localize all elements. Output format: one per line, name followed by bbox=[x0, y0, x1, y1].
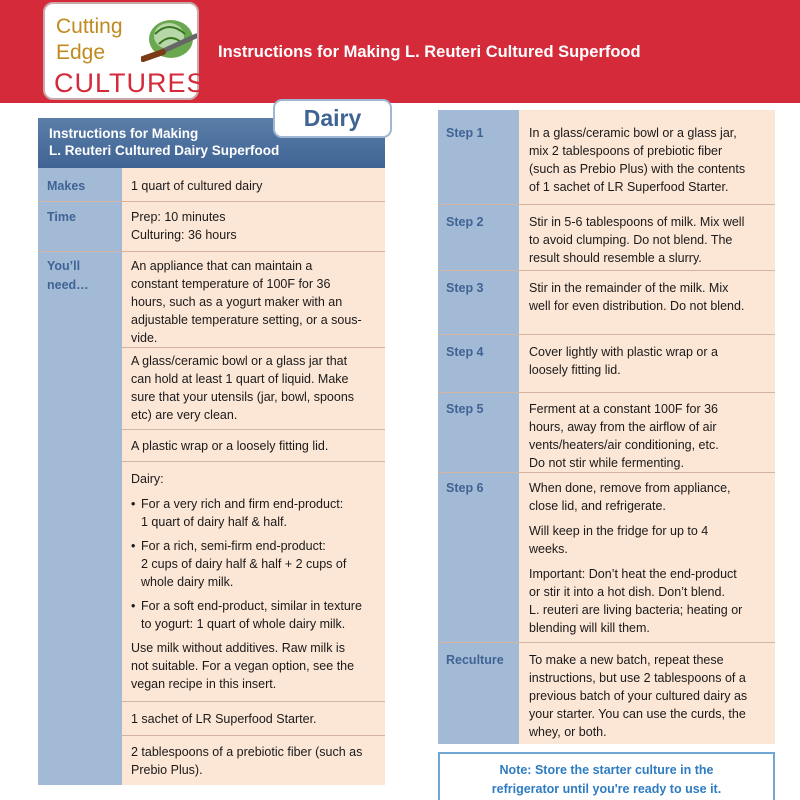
logo-text-line2: Edge bbox=[56, 41, 106, 64]
step-5-text bbox=[529, 400, 771, 472]
text-line: vegan recipe in this insert. bbox=[131, 677, 277, 691]
text-line: to avoid clumping. Do not blend. The bbox=[529, 233, 733, 247]
text-line: your starter. You can use the curds, the bbox=[529, 707, 746, 721]
step-2-label: Step 2 bbox=[446, 215, 484, 229]
text-line: of 1 sachet of LR Superfood Starter. bbox=[529, 180, 729, 194]
text-line: result should resemble a slurry. bbox=[529, 251, 702, 265]
prep-time: Prep: 10 minutes bbox=[131, 210, 226, 224]
dairy-option-soft bbox=[131, 597, 379, 633]
text-line: hours, away from the airflow of air bbox=[529, 420, 717, 434]
row-divider bbox=[122, 701, 385, 702]
text-line: A plastic wrap or a loosely fitting lid. bbox=[131, 439, 329, 453]
text-line: For a rich, semi-firm end-product: bbox=[141, 539, 326, 553]
time-value bbox=[131, 208, 379, 244]
need-item-sachet: 1 sachet of LR Superfood Starter. bbox=[131, 712, 317, 726]
need-item-dairy bbox=[131, 470, 379, 693]
need-label-line1: You’ll bbox=[47, 259, 81, 273]
reculture-label: Reculture bbox=[446, 653, 504, 667]
heading-line-2: L. Reuteri Cultured Dairy Superfood bbox=[49, 143, 280, 158]
row-divider bbox=[38, 201, 385, 202]
time-label: Time bbox=[47, 210, 76, 224]
text-line: constant temperature of 100F for 36 bbox=[131, 277, 331, 291]
bullet-icon: • bbox=[131, 497, 136, 511]
step-6-label: Step 6 bbox=[446, 481, 484, 495]
text-line: A glass/ceramic bowl or a glass jar that bbox=[131, 354, 348, 368]
step-4-text bbox=[529, 343, 771, 379]
row-divider bbox=[438, 472, 775, 473]
text-line: Ferment at a constant 100F for 36 bbox=[529, 402, 718, 416]
text-line: An appliance that can maintain a bbox=[131, 259, 313, 273]
step-1-label: Step 1 bbox=[446, 126, 484, 140]
logo-text-line3: CULTURES bbox=[54, 68, 206, 98]
steps-card bbox=[438, 110, 775, 744]
text-line: previous batch of your cultured dairy as bbox=[529, 689, 748, 703]
text-line: Do not stir while fermenting. bbox=[529, 456, 684, 470]
bullet-icon: • bbox=[131, 539, 136, 553]
text-line: (such as Prebio Plus) with the contents bbox=[529, 162, 746, 176]
text-line: loosely fitting lid. bbox=[529, 363, 621, 377]
milk-note bbox=[131, 639, 379, 693]
text-line: When done, remove from appliance, bbox=[529, 481, 731, 495]
text-line: instructions, but use 2 tablespoons of a bbox=[529, 671, 746, 685]
ingredients-card bbox=[38, 118, 385, 785]
text-line: etc) are very clean. bbox=[131, 408, 238, 422]
row-divider bbox=[438, 334, 775, 335]
logo-text-line1: Cutting bbox=[56, 15, 123, 38]
note-line-1: Note: Store the starter culture in the bbox=[499, 763, 714, 777]
step-5-label: Step 5 bbox=[446, 402, 484, 416]
step-4-label: Step 4 bbox=[446, 345, 484, 359]
text-line: Cover lightly with plastic wrap or a bbox=[529, 345, 718, 359]
text-line: to yogurt: 1 quart of whole dairy milk. bbox=[141, 617, 346, 631]
need-item-appliance bbox=[131, 257, 379, 347]
text-line: hours, such as a yogurt maker with an bbox=[131, 295, 343, 309]
step-3-text bbox=[529, 279, 771, 315]
text-line: Stir in the remainder of the milk. Mix bbox=[529, 281, 729, 295]
heading-line-1: Instructions for Making bbox=[49, 126, 199, 141]
dairy-heading: Dairy: bbox=[131, 472, 164, 486]
text-line: Use milk without additives. Raw milk is bbox=[131, 641, 345, 655]
culturing-time: Culturing: 36 hours bbox=[131, 228, 237, 242]
text-line: close lid, and refrigerate. bbox=[529, 499, 666, 513]
text-line: not suitable. For a vegan option, see the bbox=[131, 659, 355, 673]
makes-label: Makes bbox=[47, 179, 86, 193]
text-line: To make a new batch, repeat these bbox=[529, 653, 724, 667]
step-2-text bbox=[529, 213, 771, 267]
need-label bbox=[47, 257, 89, 295]
row-divider bbox=[122, 735, 385, 736]
need-item-bowl bbox=[131, 352, 379, 424]
text-line: can hold at least 1 quart of liquid. Make bbox=[131, 372, 349, 386]
makes-value: 1 quart of cultured dairy bbox=[131, 179, 263, 193]
text-line: 2 tablespoons of a prebiotic fiber (such as bbox=[131, 745, 363, 759]
text-line: Will keep in the fridge for up to 4 bbox=[529, 524, 709, 538]
row-divider bbox=[122, 429, 385, 430]
text-line: For a soft end-product, similar in texture bbox=[141, 599, 362, 613]
text-line: 1 quart of dairy half & half. bbox=[141, 515, 287, 529]
dairy-tab[interactable]: Dairy bbox=[273, 99, 392, 138]
text-line: For a very rich and firm end-product: bbox=[141, 497, 344, 511]
text-line: 2 cups of dairy half & half + 2 cups of bbox=[141, 557, 347, 571]
storage-note bbox=[438, 752, 775, 800]
text-line: whey, or both. bbox=[529, 725, 607, 739]
text-line: mix 2 tablespoons of prebiotic fiber bbox=[529, 144, 723, 158]
row-divider bbox=[122, 347, 385, 348]
need-label-line2: need… bbox=[47, 278, 89, 292]
text-line: adjustable temperature setting, or a sous- bbox=[131, 313, 362, 327]
step-6-text bbox=[529, 479, 771, 637]
row-divider bbox=[438, 642, 775, 643]
page-title: Instructions for Making L. Reuteri Cultured Superfood bbox=[218, 43, 641, 61]
dairy-option-rich bbox=[131, 495, 379, 531]
step-3-label: Step 3 bbox=[446, 281, 484, 295]
row-divider bbox=[38, 251, 385, 252]
dairy-option-semi-firm bbox=[131, 537, 379, 591]
text-line: sure that your utensils (jar, bowl, spoons bbox=[131, 390, 355, 404]
row-divider bbox=[438, 204, 775, 205]
text-line: blending will kill them. bbox=[529, 621, 650, 635]
row-divider bbox=[438, 270, 775, 271]
text-line: Stir in 5-6 tablespoons of milk. Mix well bbox=[529, 215, 745, 229]
text-line: Prebio Plus). bbox=[131, 763, 203, 777]
bullet-icon: • bbox=[131, 599, 136, 613]
need-item-fiber bbox=[131, 743, 379, 779]
note-line-2: refrigerator until you're ready to use it. bbox=[491, 782, 722, 796]
text-line: vents/heaters/air conditioning, etc. bbox=[529, 438, 719, 452]
text-line: whole dairy milk. bbox=[141, 575, 234, 589]
text-line: Important: Don’t heat the end-product bbox=[529, 567, 737, 581]
step-1-text bbox=[529, 124, 771, 196]
text-line: In a glass/ceramic bowl or a glass jar, bbox=[529, 126, 737, 140]
text-line: or stir it into a hot dish. Don’t blend. bbox=[529, 585, 725, 599]
need-item-wrap bbox=[131, 437, 379, 455]
reculture-text bbox=[529, 651, 771, 741]
text-line: well for even distribution. Do not blend. bbox=[529, 299, 745, 313]
step-label-column bbox=[438, 110, 519, 744]
company-logo[interactable] bbox=[43, 2, 206, 100]
text-line: L. reuteri are living bacteria; heating or bbox=[529, 603, 743, 617]
text-line: vide. bbox=[131, 331, 158, 345]
cabbage-knife-icon bbox=[141, 12, 197, 62]
row-divider bbox=[122, 461, 385, 462]
text-line: weeks. bbox=[529, 542, 568, 556]
row-divider bbox=[438, 392, 775, 393]
